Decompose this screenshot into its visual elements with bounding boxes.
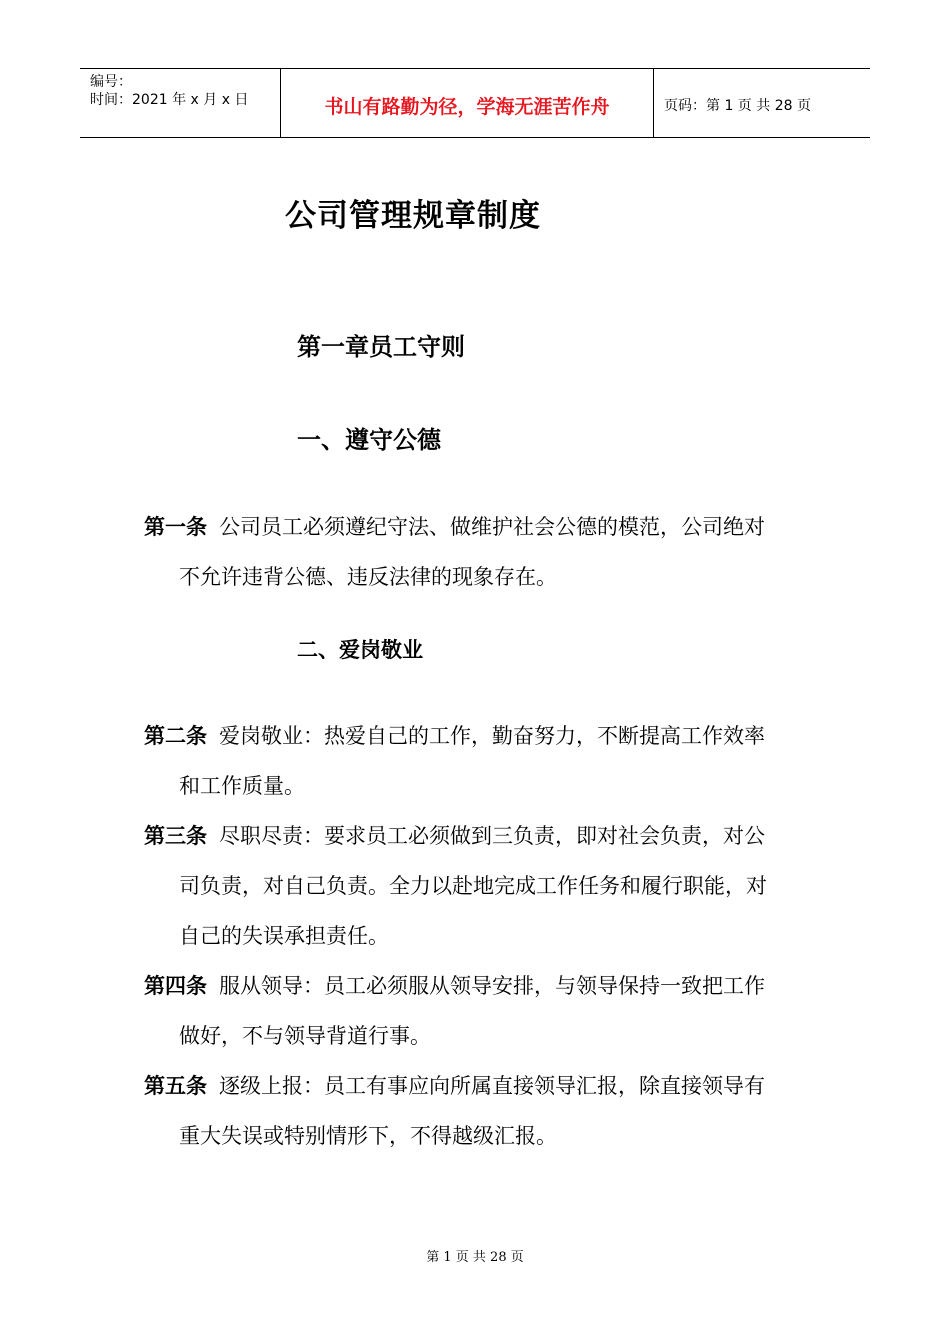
article-line <box>144 721 809 771</box>
article-text: 公司员工必须遵纪守法、做维护社会公德的模范，公司绝对 <box>219 515 765 539</box>
article-text: 重大失误或特别情形下，不得越级汇报。 <box>179 1124 557 1148</box>
code-label: 编号： <box>90 74 132 90</box>
document-title: 公司管理规章制度 <box>285 198 541 234</box>
article-5 <box>144 1071 809 1171</box>
article-3 <box>144 821 809 971</box>
article-text: 做好，不与领导背道行事。 <box>179 1024 431 1048</box>
article-text: 爱岗敬业：热爱自己的工作，勤奋努力，不断提高工作效率 <box>219 724 765 748</box>
article-text: 服从领导：员工必须服从领导安排，与领导保持一致把工作 <box>219 974 765 998</box>
article-line <box>144 971 809 1021</box>
article-4 <box>144 971 809 1071</box>
header-meta-cell <box>80 69 281 137</box>
article-number: 第一条 <box>144 515 207 539</box>
article-2 <box>144 721 809 821</box>
section-heading-public-morality: 一、遵守公德 <box>297 426 441 454</box>
chapter-heading: 第一章员工守则 <box>297 333 465 361</box>
article-line <box>144 821 809 871</box>
page-footer: 第 1 页 共 28 页 <box>426 1250 524 1265</box>
motto: 书山有路勤为径，学海无涯苦作舟 <box>281 69 654 137</box>
header-page-info: 页码：第 1 页 共 28 页 <box>664 98 811 114</box>
article-text: 不允许违背公德、违反法律的现象存在。 <box>179 565 557 589</box>
article-text: 尽职尽责：要求员工必须做到三负责，即对社会负责，对公 <box>219 824 765 848</box>
header-table <box>80 68 870 138</box>
article-text: 自己的失误承担责任。 <box>179 924 389 948</box>
article-text: 司负责，对自己负责。全力以赴地完成工作任务和履行职能，对 <box>179 874 767 898</box>
article-text: 逐级上报：员工有事应向所属直接领导汇报，除直接领导有 <box>219 1074 765 1098</box>
date-label: 时间：2021 年 x 月 x 日 <box>90 92 249 108</box>
article-number: 第三条 <box>144 824 207 848</box>
article-1 <box>144 512 809 612</box>
article-line <box>144 512 809 562</box>
article-number: 第四条 <box>144 974 207 998</box>
article-text: 和工作质量。 <box>179 774 305 798</box>
section-heading-dedication: 二、爱岗敬业 <box>297 638 423 662</box>
article-number: 第五条 <box>144 1074 207 1098</box>
article-line <box>144 1071 809 1121</box>
article-number: 第二条 <box>144 724 207 748</box>
